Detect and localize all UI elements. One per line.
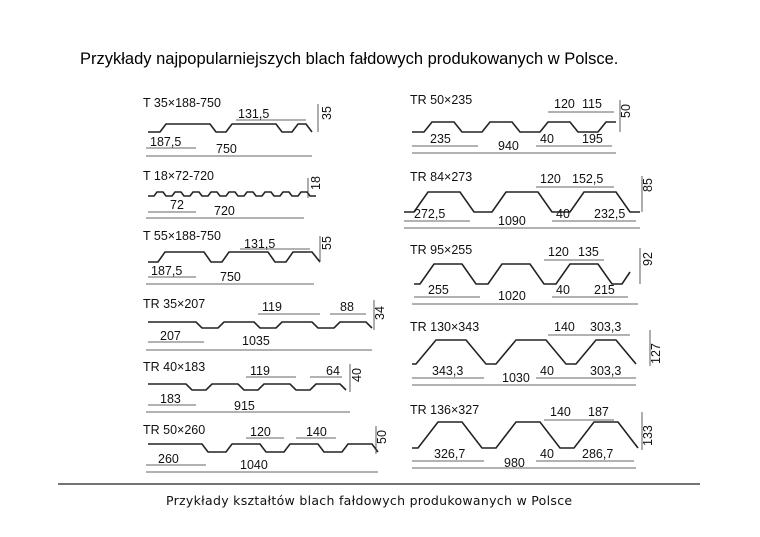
dim-height: 55 xyxy=(320,236,334,250)
dim-bottom-d: 232,5 xyxy=(594,207,626,221)
profile-shape xyxy=(412,340,636,364)
dim-top-b: 187 xyxy=(588,405,609,419)
dim-top-a: 131,5 xyxy=(244,237,276,251)
dim-bottom-a: 235 xyxy=(430,132,451,146)
profile-tr50x235 xyxy=(410,93,633,153)
profile-name: TR 95×255 xyxy=(410,243,473,257)
dim-bottom-a: 343,3 xyxy=(432,364,464,378)
dim-top-a: 119 xyxy=(262,300,282,314)
dim-height: 127 xyxy=(649,343,663,364)
profile-tr95x255 xyxy=(410,243,655,304)
dim-bottom-a: 183 xyxy=(160,392,181,406)
profile-t35x188 xyxy=(143,96,334,156)
profile-shape xyxy=(148,322,372,328)
profile-t55x188 xyxy=(143,229,334,284)
profile-tr130x343 xyxy=(410,320,663,385)
dim-height: 35 xyxy=(320,106,334,120)
profile-name: TR 84×273 xyxy=(410,170,473,184)
dim-height: 85 xyxy=(641,178,655,192)
profile-shape xyxy=(412,122,616,132)
dim-bottom-d: 303,3 xyxy=(590,364,622,378)
dim-bottom-a: 326,7 xyxy=(434,447,466,461)
dim-top-a: 140 xyxy=(554,320,575,334)
dim-bottom-d: 195 xyxy=(582,132,603,146)
dim-top-a: 140 xyxy=(550,405,571,419)
profile-name: TR 136×327 xyxy=(410,403,480,417)
dim-height: 50 xyxy=(619,104,633,118)
dim-height: 34 xyxy=(373,306,387,320)
profile-tr136x327 xyxy=(410,403,655,470)
dim-bottom-b: 940 xyxy=(498,139,519,153)
profile-shape xyxy=(148,192,316,196)
dim-top-b: 64 xyxy=(326,364,340,378)
profile-tr50x260 xyxy=(143,423,389,472)
profile-shape xyxy=(148,252,320,262)
dim-bottom-c: 40 xyxy=(556,207,570,221)
dim-bottom-a: 255 xyxy=(428,283,449,297)
profile-shape xyxy=(148,384,346,390)
dim-top-b: 152,5 xyxy=(572,172,604,186)
profile-tr40x183 xyxy=(143,360,364,413)
dim-bottom-a: 72 xyxy=(170,198,184,212)
dim-bottom-b: 750 xyxy=(216,142,237,156)
profile-tr84x273 xyxy=(404,170,655,228)
profile-t18x72 xyxy=(143,169,323,218)
dim-top-a: 120 xyxy=(548,245,569,259)
dim-bottom-b: 1090 xyxy=(498,214,526,228)
dim-bottom-c: 40 xyxy=(540,447,554,461)
dim-bottom-b: 980 xyxy=(504,456,525,470)
dim-bottom-b: 1040 xyxy=(240,458,268,472)
dim-top-a: 120 xyxy=(250,425,271,439)
profile-name: TR 50×260 xyxy=(143,423,206,437)
dim-bottom-a: 187,5 xyxy=(150,135,182,149)
dim-top-a: 131,5 xyxy=(238,107,270,121)
dim-top-b: 88 xyxy=(340,300,354,314)
dim-bottom-b: 1020 xyxy=(498,289,526,303)
dim-bottom-b: 750 xyxy=(220,270,241,284)
dim-bottom-b: 1030 xyxy=(502,371,530,385)
profile-name: TR 40×183 xyxy=(143,360,206,374)
dim-bottom-a: 207 xyxy=(160,329,181,343)
dim-top-b: 135 xyxy=(578,245,599,259)
dim-bottom-b: 915 xyxy=(234,399,255,413)
profile-name: TR 50×235 xyxy=(410,93,473,107)
dim-height: 18 xyxy=(309,176,323,190)
profile-shape xyxy=(414,264,630,284)
dim-bottom-c: 40 xyxy=(556,283,570,297)
profile-name: T 35×188-750 xyxy=(143,96,221,110)
dim-bottom-d: 286,7 xyxy=(582,447,614,461)
dim-bottom-a: 272,5 xyxy=(414,207,446,221)
page-title: Przykłady najpopularniejszych blach fałdowych produkowanych w Polsce. xyxy=(80,50,619,68)
dim-top-b: 303,3 xyxy=(590,320,622,334)
dim-top-b: 115 xyxy=(582,97,602,111)
dim-height: 40 xyxy=(350,368,364,382)
dim-bottom-b: 1035 xyxy=(242,334,270,348)
profile-name: T 18×72-720 xyxy=(143,169,215,183)
figure-caption: Przykłady kształtów blach fałdowych produkowanych w Polsce xyxy=(166,493,573,508)
dim-bottom-a: 260 xyxy=(158,452,179,466)
dim-top-b: 140 xyxy=(306,425,327,439)
dim-bottom-a: 187,5 xyxy=(151,264,183,278)
profile-name: TR 35×207 xyxy=(143,297,206,311)
dim-height: 50 xyxy=(375,430,389,444)
dim-top-a: 119 xyxy=(250,364,270,378)
dim-bottom-c: 40 xyxy=(540,132,554,146)
profile-name: T 55×188-750 xyxy=(143,229,221,243)
dim-top-a: 120 xyxy=(540,172,561,186)
dim-top-a: 120 xyxy=(554,97,575,111)
dim-bottom-d: 215 xyxy=(594,283,615,297)
profile-shape xyxy=(148,444,378,452)
profile-shape xyxy=(412,422,638,448)
profile-name: TR 130×343 xyxy=(410,320,480,334)
dim-bottom-b: 720 xyxy=(214,204,235,218)
dim-height: 92 xyxy=(641,252,655,266)
dim-height: 133 xyxy=(641,425,655,446)
dim-bottom-c: 40 xyxy=(540,364,554,378)
profile-tr35x207 xyxy=(143,297,387,350)
profile-shape xyxy=(148,124,312,132)
